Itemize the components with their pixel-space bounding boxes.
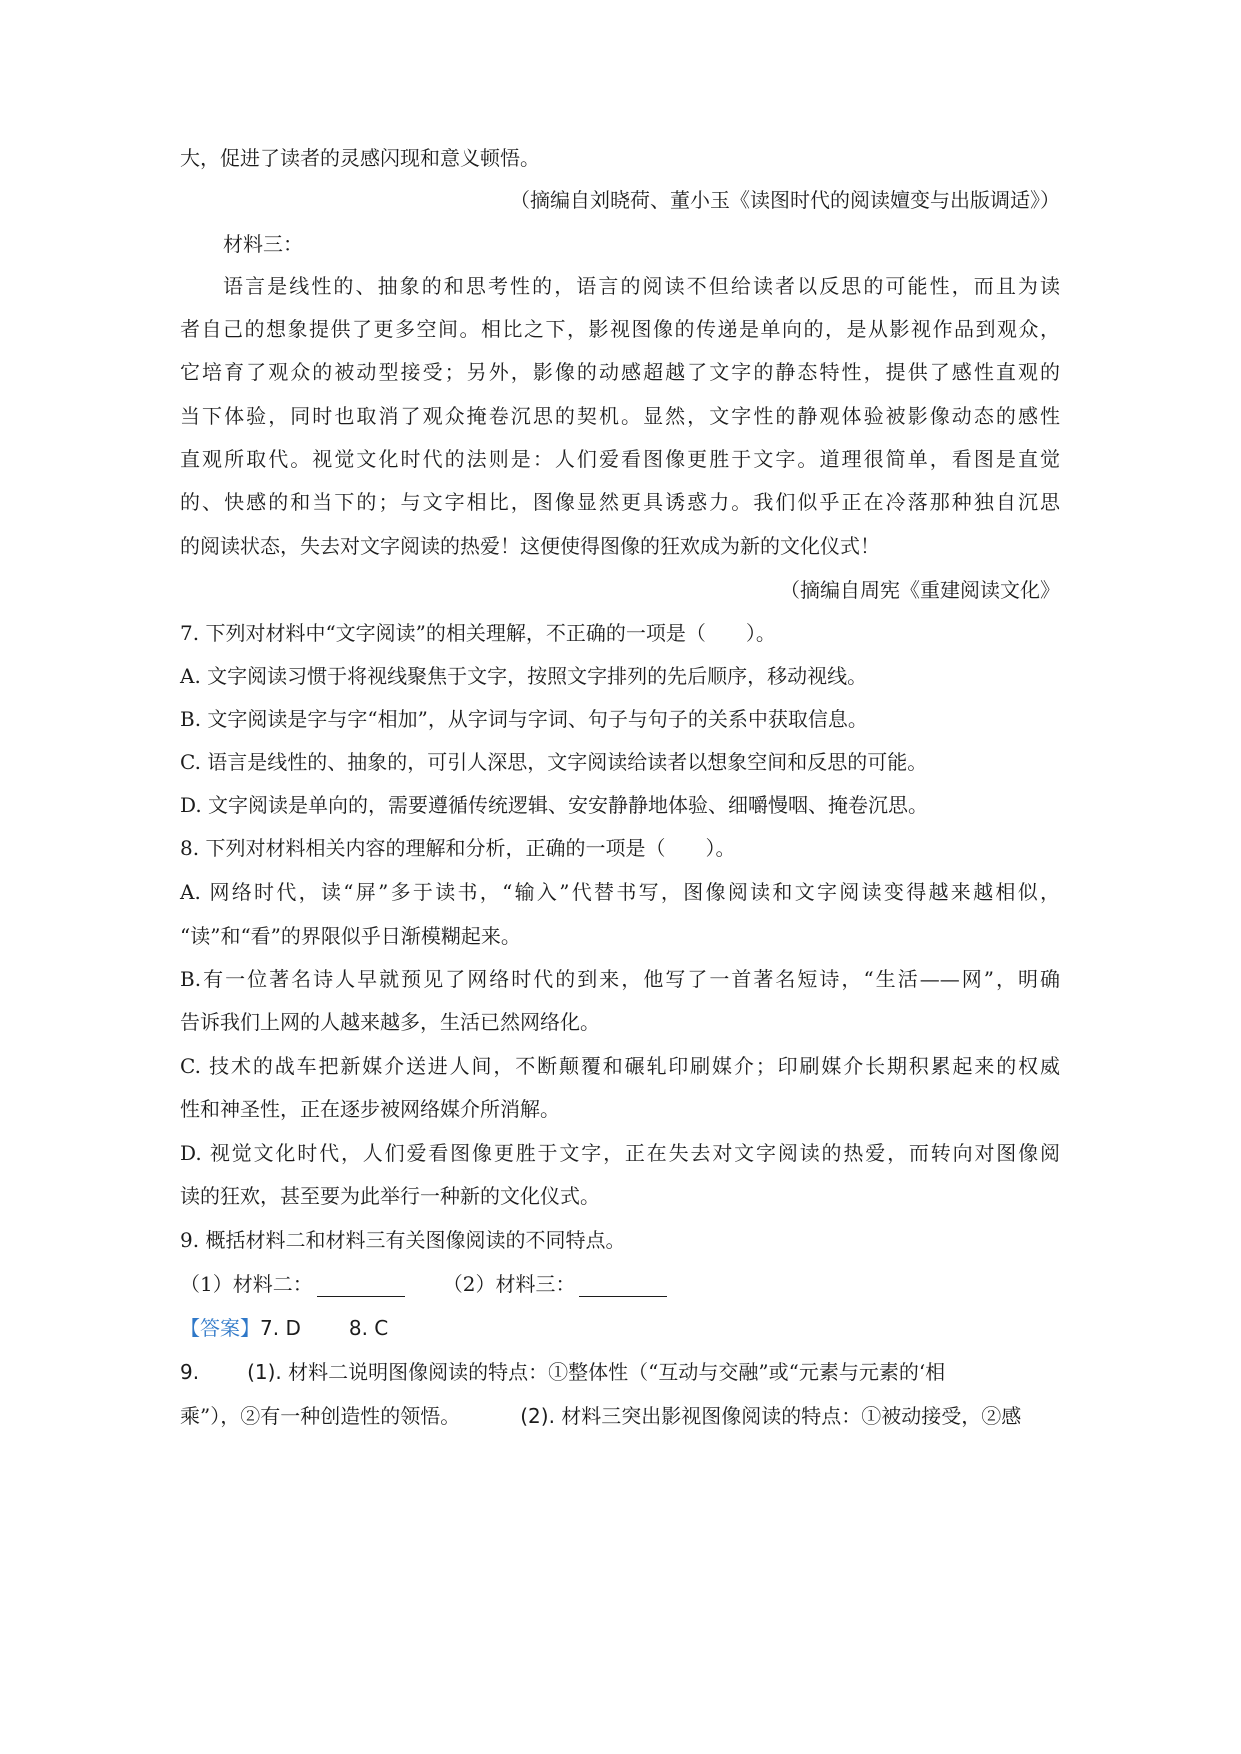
q8-option-c-line2: 性和神圣性，正在逐步被网络媒介所消解。 — [180, 1097, 560, 1121]
material3-paragraph-line: 的、快感的和当下的；与文字相比，图像显然更具诱惑力。我们似乎正在冷落那种独自沉思 — [180, 490, 1060, 514]
material3-paragraph-line: 直观所取代。视觉文化时代的法则是：人们爱看图像更胜于文字。道理很简单，看图是直觉 — [180, 447, 1060, 471]
material2-source: （摘编自刘晓荷、董小玉《读图时代的阅读嬗变与出版调适》） — [510, 188, 1060, 212]
answer-tag: 【答案】 — [180, 1316, 260, 1340]
q9-blank1-label: （1）材料二： — [180, 1272, 313, 1296]
answer-q9-part2-text: 材料三突出影视图像阅读的特点：①被动接受，②感 — [561, 1404, 1022, 1428]
answer-q8: 8. C — [348, 1316, 389, 1340]
q8-stem: 8. 下列对材料相关内容的理解和分析，正确的一项是（ ）。 — [180, 836, 736, 860]
answer-q9-number: 9. — [180, 1360, 200, 1384]
material3-paragraph-line: 当下体验，同时也取消了观众掩卷沉思的契机。显然，文字性的静观体验被影像动态的感性 — [180, 404, 1060, 428]
material2-closing-line: 大，促进了读者的灵感闪现和意义顿悟。 — [180, 146, 540, 170]
q9-blank2-line — [579, 1276, 667, 1297]
q7-option-d: D. 文字阅读是单向的，需要遵循传统逻辑、安安静静地体验、细嚼慢咽、掩卷沉思。 — [180, 793, 929, 817]
material3-paragraph-line: 它培育了观众的被动型接受；另外，影像的动感超越了文字的静态特性，提供了感性直观的 — [180, 360, 1060, 384]
answer-q9-part2-label: (2). — [520, 1404, 555, 1428]
q9-stem: 9. 概括材料二和材料三有关图像阅读的不同特点。 — [180, 1228, 626, 1252]
answer-q9-part1-text-cont: 乘”），②有一种创造性的领悟。 — [180, 1404, 461, 1428]
q9-blank1-line — [317, 1276, 405, 1297]
q7-option-a: A. 文字阅读习惯于将视线聚焦于文字，按照文字排列的先后顺序，移动视线。 — [180, 664, 868, 688]
answer-q9-part1-text: 材料二说明图像阅读的特点：①整体性（“互动与交融”或“元素与元素的‘相 — [288, 1360, 946, 1384]
q9-blanks-row — [180, 1268, 1060, 1300]
q8-option-d-line1: D. 视觉文化时代，人们爱看图像更胜于文字，正在失去对文字阅读的热爱，而转向对图像阅 — [180, 1141, 1060, 1165]
material3-source: （摘编自周宪《重建阅读文化》 — [780, 578, 1060, 602]
answer-q9-part1-label: (1). — [247, 1360, 282, 1384]
material3-heading: 材料三： — [223, 232, 303, 256]
answer-q9-line2 — [180, 1400, 1060, 1432]
q8-option-b-line2: 告诉我们上网的人越来越多，生活已然网络化。 — [180, 1010, 600, 1034]
answer-q9-line1 — [180, 1356, 1060, 1388]
q8-option-d-line2: 读的狂欢，甚至要为此举行一种新的文化仪式。 — [180, 1184, 600, 1208]
answer-row — [180, 1312, 1060, 1344]
material3-paragraph-line: 语言是线性的、抽象的和思考性的，语言的阅读不但给读者以反思的可能性，而且为读 — [223, 274, 1060, 298]
q7-option-b: B. 文字阅读是字与字“相加”，从字词与字词、句子与句子的关系中获取信息。 — [180, 707, 868, 731]
answer-q7: 7. D — [260, 1316, 301, 1340]
material3-paragraph-line: 的阅读状态，失去对文字阅读的热爱！这便使得图像的狂欢成为新的文化仪式！ — [180, 534, 880, 558]
q9-blank2-label: （2）材料三： — [442, 1272, 576, 1296]
q8-option-a-line2: “读”和“看”的界限似乎日渐模糊起来。 — [180, 924, 521, 948]
q7-option-c: C. 语言是线性的、抽象的，可引人深思，文字阅读给读者以想象空间和反思的可能。 — [180, 750, 928, 774]
q7-stem: 7. 下列对材料中“文字阅读”的相关理解，不正确的一项是（ ）。 — [180, 621, 776, 645]
material3-paragraph-line: 者自己的想象提供了更多空间。相比之下，影视图像的传递是单向的，是从影视作品到观众， — [180, 317, 1060, 341]
q8-option-b-line1: B.有一位著名诗人早就预见了网络时代的到来，他写了一首著名短诗，“生活——网”，明确 — [180, 967, 1060, 991]
q8-option-c-line1: C. 技术的战车把新媒介送进人间，不断颠覆和碾轧印刷媒介；印刷媒介长期积累起来的权威 — [180, 1054, 1060, 1078]
q8-option-a-line1: A. 网络时代，读“屏”多于读书，“输入”代替书写，图像阅读和文字阅读变得越来越相似， — [180, 880, 1060, 904]
